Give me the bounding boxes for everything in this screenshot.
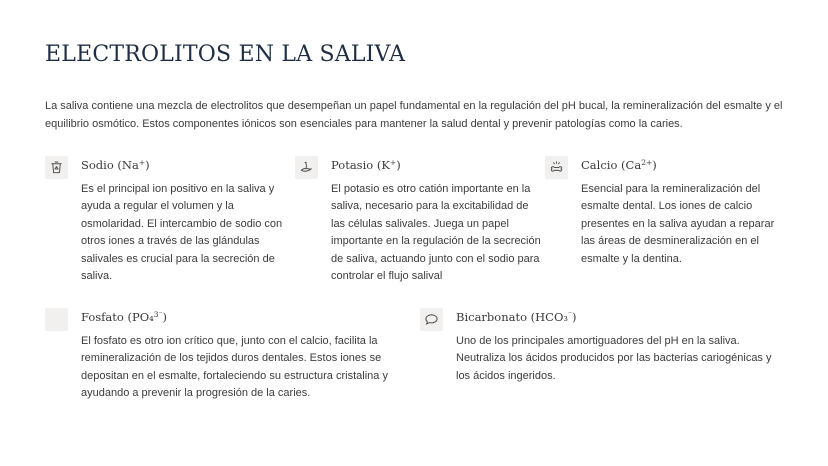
electrolyte-title: Potasio (K+) <box>331 158 401 172</box>
electrolyte-description: El fosfato es otro ion crítico que, junto con el calcio, facilita la remineralización de los tejidos duros dentales. Estos iones se depositan en el esmalte, fortaleciendo su estructura cristalina y ayudando a prevenir la progresión de la caries. <box>81 335 388 400</box>
banana-icon <box>295 156 318 179</box>
page-title: ELECTROLITOS EN LA SALIVA <box>45 42 406 67</box>
electrolyte-title: Sodio (Na+) <box>81 158 150 172</box>
electrolyte-description: Es el principal ion positivo en la saliva y ayuda a regular el volumen y la osmolaridad. El intercambio de sodio con otros iones a través de las glándulas salivales es crucial para la secreción de saliva. <box>81 183 283 283</box>
electrolyte-title: Bicarbonato (HCO₃⁻) <box>456 310 577 324</box>
recycle-bin-icon <box>45 156 68 179</box>
electrolyte-description: Esencial para la remineralización del esmalte dental. Los iones de calcio presentes en la saliva ayudan a reparar las áreas de desmineralización en el esmalte y la dentina. <box>581 183 775 265</box>
electrolyte-title: Fosfato (PO₄$^{3^-}$) <box>81 310 167 324</box>
speech-bubble-icon <box>420 308 443 331</box>
electrolyte-description: El potasio es otro catión importante en la saliva, necesario para la excitabilidad de las células salivales. Juega un papel importante en la regulación de la secreción de saliva, actuando junto con el sodio para controlar el flujo salival <box>331 183 541 283</box>
blank-icon <box>45 308 68 331</box>
electrolyte-description: Uno de los principales amortiguadores del pH en la saliva. Neutraliza los ácidos producidos por las bacterias cariogénicas y los ácidos ingeridos. <box>456 335 772 382</box>
intro-paragraph: La saliva contiene una mezcla de electrolitos que desempeñan un papel fundamental en la regulación del pH bucal, la remineralización del esmalte y el equilibrio osmótico. Estos componentes iónicos son esenciales para mantener la salud dental y prevenir patologías como la caries. <box>45 100 783 130</box>
bone-icon <box>545 156 568 179</box>
electrolyte-title: Calcio $(Ca^{2+})$ <box>581 158 657 172</box>
